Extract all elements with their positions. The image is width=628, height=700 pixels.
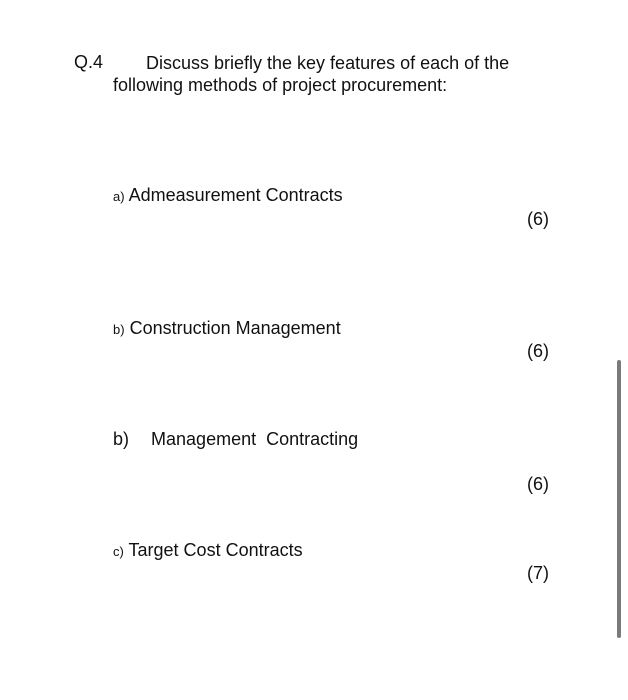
item-a-text: Admeasurement Contracts bbox=[128, 185, 343, 205]
item-a-marks: (6) bbox=[527, 209, 549, 229]
question-text: Discuss briefly the key features of each of the following methods of project procurement: bbox=[113, 53, 510, 95]
item-c-label: c) bbox=[113, 544, 124, 559]
item-c bbox=[113, 540, 303, 561]
item-c-marks: (7) bbox=[527, 563, 549, 583]
scrollbar[interactable] bbox=[617, 360, 621, 638]
item-b bbox=[113, 318, 341, 339]
item-b2 bbox=[113, 429, 358, 450]
question-number: Q.4 bbox=[74, 52, 104, 72]
item-b2-label: b) bbox=[113, 429, 130, 449]
item-b-marks: (6) bbox=[527, 341, 549, 361]
item-b-text: Construction Management bbox=[129, 318, 341, 338]
item-b-label: b) bbox=[113, 322, 125, 337]
item-a bbox=[113, 185, 343, 206]
item-c-text: Target Cost Contracts bbox=[128, 540, 303, 560]
item-b2-text: Management Contracting bbox=[151, 429, 359, 449]
item-b2-marks: (6) bbox=[527, 474, 549, 494]
item-a-label: a) bbox=[113, 189, 125, 204]
